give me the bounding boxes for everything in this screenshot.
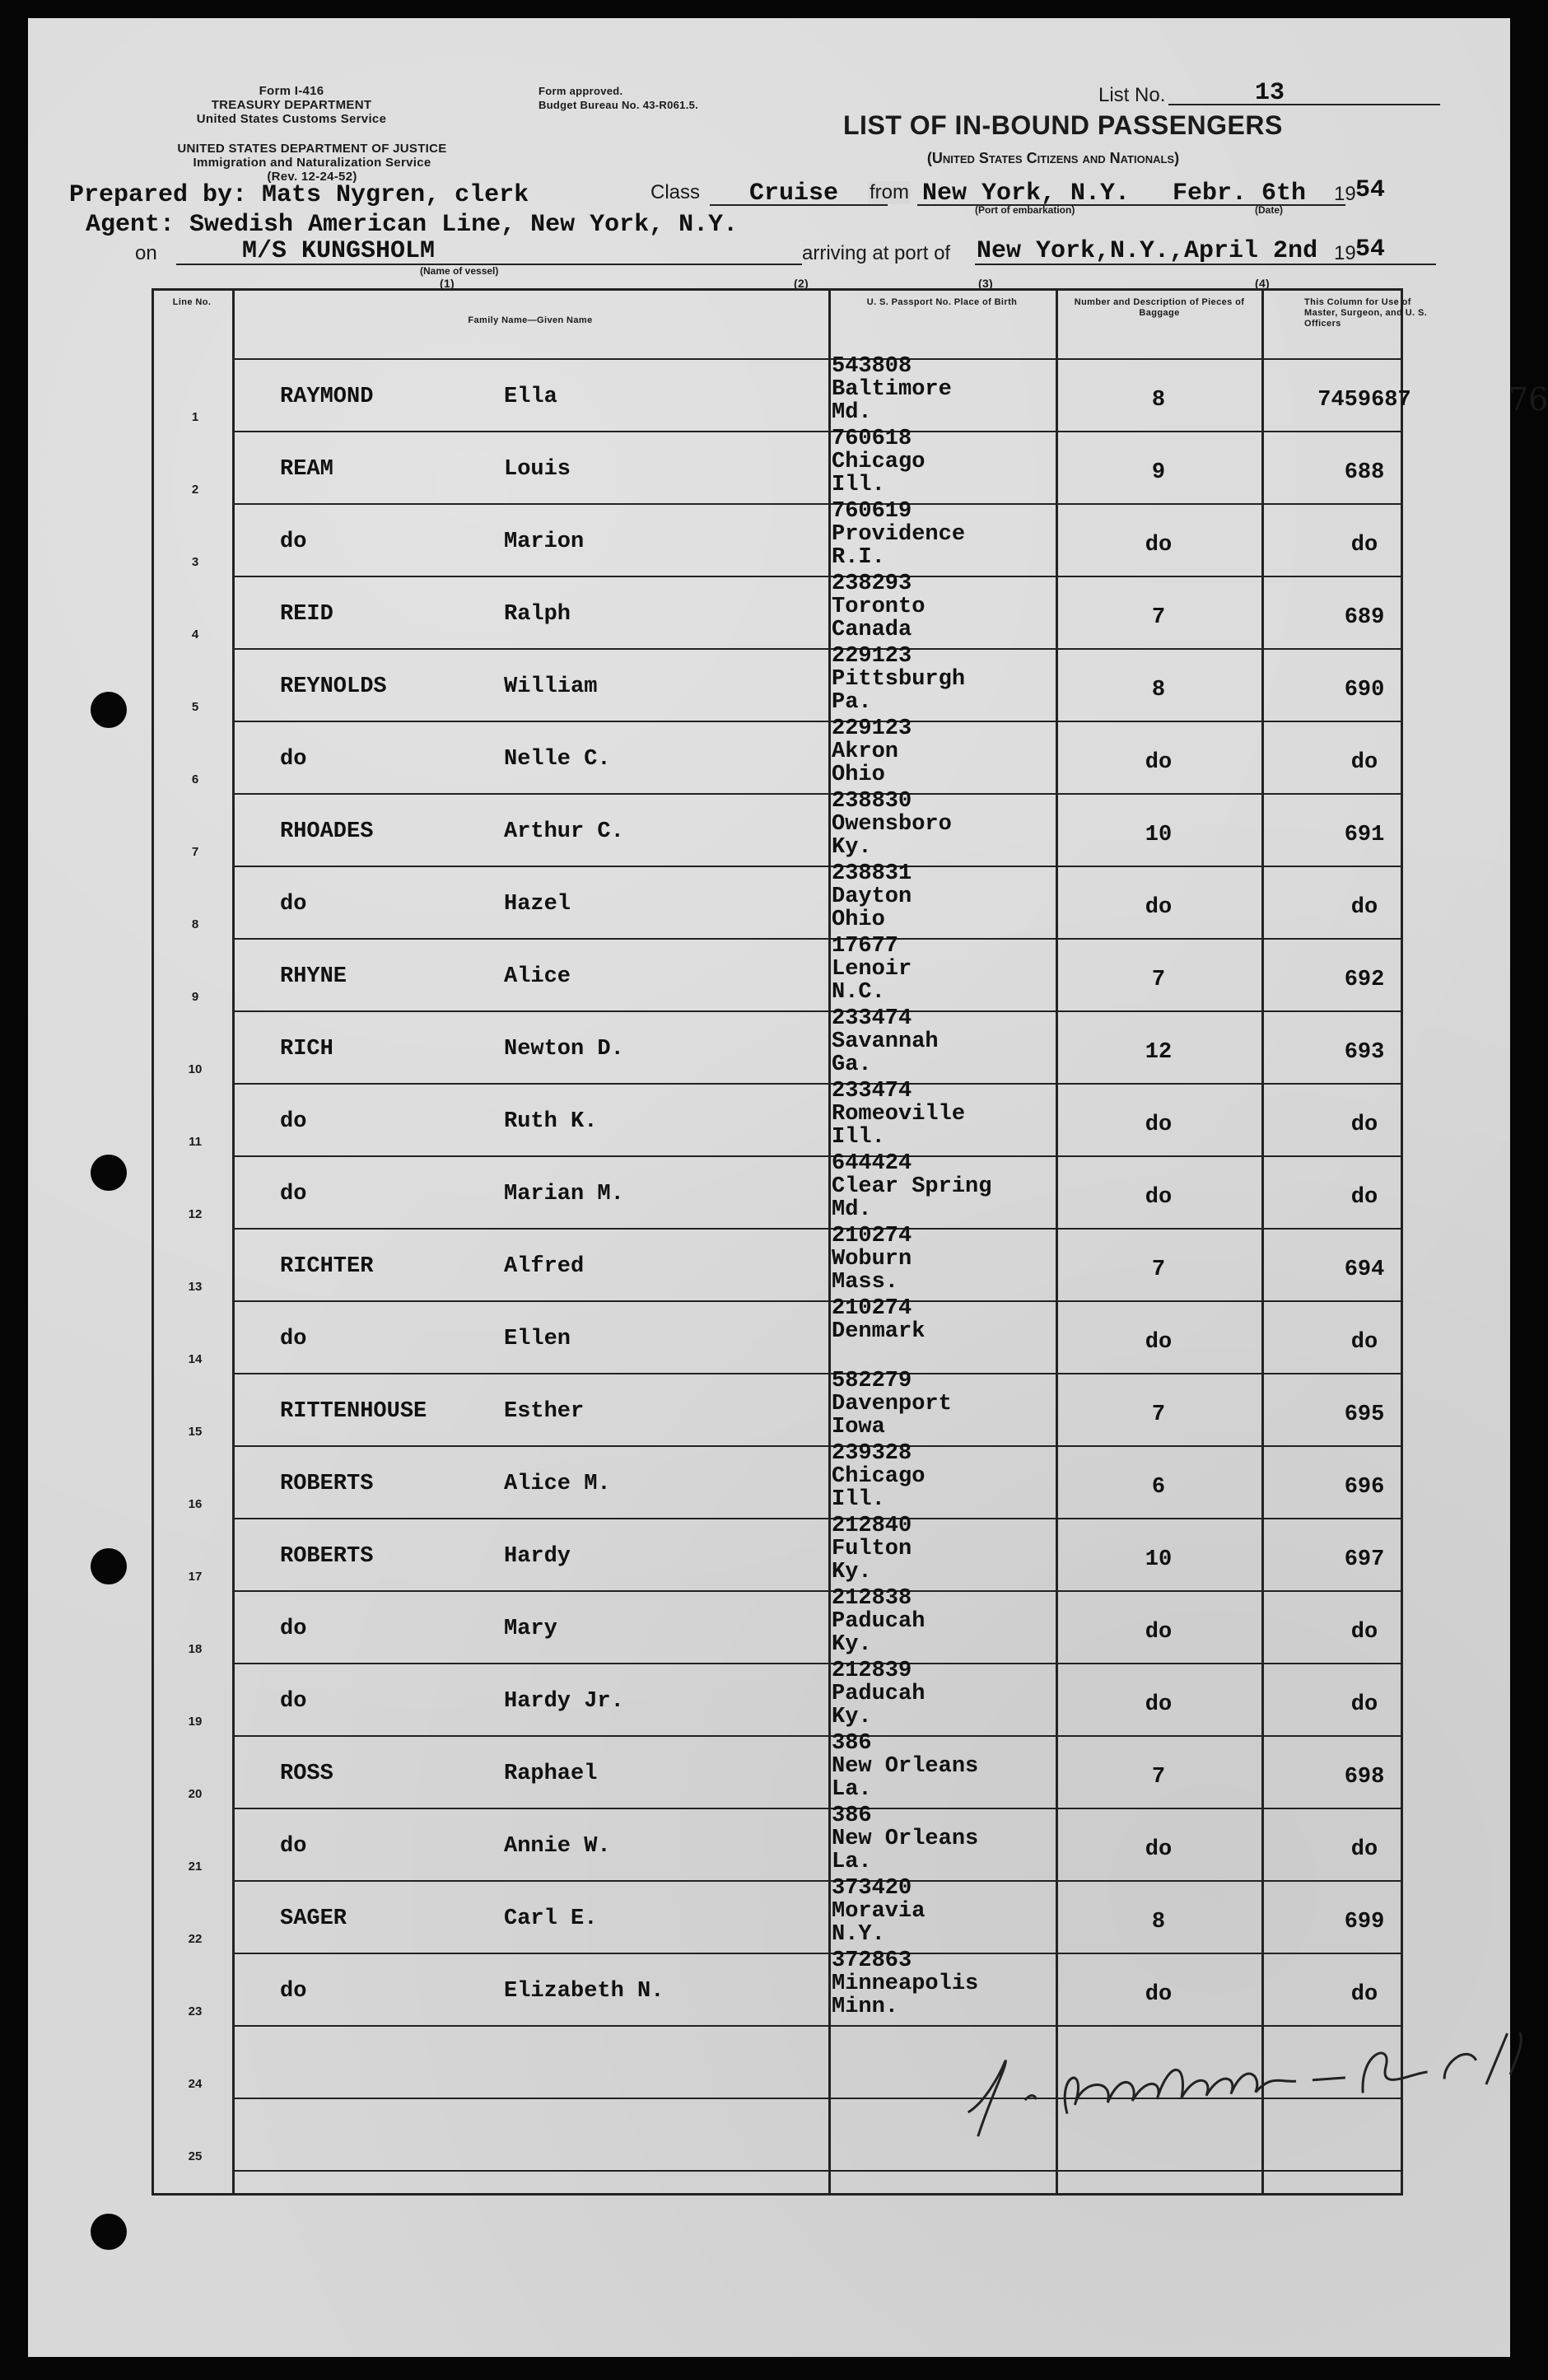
- table-row: [191, 716, 1403, 795]
- given-name: Alfred: [504, 1254, 585, 1279]
- baggage-count: do: [1145, 1113, 1173, 1137]
- family-name: RHOADES: [280, 819, 374, 844]
- list-number: 13: [1255, 79, 1285, 107]
- arrival-year-prefix: 19: [1334, 242, 1356, 264]
- line-number: 16: [188, 1497, 203, 1511]
- passport-number: 233474: [832, 1006, 912, 1031]
- baggage-count: do: [1145, 533, 1173, 558]
- given-name: Hardy Jr.: [504, 1689, 624, 1714]
- table-row: [191, 427, 1403, 505]
- given-name: Arthur C.: [504, 819, 624, 844]
- col-1-number: (1): [440, 277, 455, 290]
- officer-number: 698: [1344, 1765, 1385, 1790]
- line-number: 11: [189, 1135, 202, 1149]
- baggage-count: do: [1145, 1185, 1173, 1210]
- table-row: [191, 789, 1403, 867]
- line-number: 23: [188, 2004, 203, 2018]
- passport-number: 210274: [832, 1224, 912, 1248]
- class-label: Class: [650, 181, 701, 203]
- birth-city: Davenport: [832, 1392, 952, 1416]
- table-row: [188, 1369, 1403, 1447]
- passport-number: 386: [832, 1804, 872, 1828]
- punch-hole: [91, 1155, 127, 1191]
- passport-number: 582279: [832, 1369, 912, 1393]
- baggage-count: 7: [1151, 1258, 1166, 1282]
- officer-number: do: [1350, 1982, 1378, 2007]
- line-number: 4: [191, 628, 199, 642]
- given-name: Ruth K.: [504, 1109, 598, 1134]
- birth-city: New Orleans: [832, 1827, 979, 1851]
- family-name: RAYMOND: [280, 385, 374, 409]
- table-row: [188, 1731, 1403, 1809]
- passport-number: 238293: [832, 572, 912, 596]
- table-row: [188, 1151, 1403, 1230]
- birth-city: Providence: [832, 522, 966, 547]
- arrival-year-suffix: 54: [1355, 236, 1386, 264]
- baggage-count: 6: [1151, 1475, 1166, 1500]
- passport-birthplace: [832, 1732, 1054, 1801]
- year-suffix: 54: [1355, 176, 1386, 204]
- given-name: Ellen: [504, 1327, 571, 1351]
- col-2-number: (2): [794, 277, 809, 290]
- officer-number: 699: [1344, 1910, 1385, 1934]
- birth-city: Owensboro: [832, 812, 952, 837]
- family-name: do: [280, 1109, 307, 1134]
- passport-birthplace: [832, 645, 1054, 714]
- passport-number: 233474: [832, 1079, 912, 1104]
- baggage-count: do: [1145, 1837, 1173, 1862]
- officer-number: 697: [1344, 1547, 1385, 1572]
- officer-number: 691: [1344, 823, 1385, 847]
- baggage-count: 7: [1151, 605, 1166, 630]
- officer-number: 696: [1344, 1475, 1385, 1500]
- baggage-count: 7: [1151, 1402, 1166, 1427]
- list-subtitle: (United States Citizens and Nationals): [926, 150, 1180, 166]
- table-row: [189, 1079, 1403, 1157]
- line-number: 19: [188, 1715, 203, 1729]
- given-name: Marian M.: [504, 1182, 624, 1206]
- birth-city: Dayton: [832, 884, 912, 909]
- col-4-number: (4): [1255, 277, 1271, 290]
- immigration-service: Immigration and Naturalization Service: [193, 156, 431, 170]
- birth-state: Pa.: [832, 690, 872, 715]
- family-name: REAM: [280, 457, 333, 482]
- passport-birthplace: [832, 862, 1054, 931]
- punch-hole: [91, 2214, 127, 2250]
- passport-number: 239328: [832, 1441, 912, 1466]
- passport-number: 372863: [832, 1948, 912, 1973]
- passport-birthplace: [832, 1297, 1054, 1343]
- birth-state: Ky.: [832, 1560, 872, 1584]
- line-number: 21: [188, 1860, 203, 1874]
- given-name: Newton D.: [504, 1037, 624, 1062]
- table-row: [188, 1948, 1403, 2027]
- birth-city: Paducah: [832, 1682, 926, 1706]
- birth-city: Toronto: [832, 595, 926, 619]
- birth-state: Ky.: [832, 835, 872, 860]
- birth-city: Lenoir: [832, 957, 912, 982]
- officer-number: 688: [1344, 460, 1385, 485]
- year-prefix: 19: [1334, 183, 1356, 205]
- birth-state: Ky.: [832, 1632, 872, 1657]
- officer-annotation: 76: [1508, 381, 1548, 418]
- family-name: RICH: [280, 1037, 333, 1062]
- officer-number: 695: [1344, 1402, 1385, 1427]
- family-name: do: [280, 530, 307, 554]
- line-number: 25: [188, 2149, 203, 2163]
- birth-city: Romeoville: [832, 1102, 966, 1127]
- birth-city: Baltimore: [832, 377, 952, 402]
- birth-city: Savannah: [832, 1029, 939, 1054]
- baggage-count: 7: [1151, 1765, 1166, 1790]
- passport-birthplace: [832, 427, 1054, 497]
- passport-birthplace: [832, 1225, 1054, 1294]
- family-name: do: [280, 1617, 307, 1641]
- line-number: 12: [188, 1207, 203, 1221]
- revision-date: (Rev. 12-24-52): [267, 170, 357, 184]
- from-label: from: [870, 181, 909, 203]
- punch-hole: [91, 1548, 127, 1584]
- birth-city: Minneapolis: [832, 1972, 979, 1996]
- agent: Agent: Swedish American Line, New York, N.Y.: [86, 211, 739, 239]
- birth-state: Minn.: [832, 1995, 899, 2019]
- table-row: [188, 1224, 1403, 1302]
- line-number: 1: [191, 410, 199, 424]
- line-number: 3: [191, 555, 199, 569]
- birth-state: N.C.: [832, 980, 885, 1005]
- passport-birthplace: [832, 935, 1054, 1004]
- given-name: Annie W.: [504, 1834, 611, 1859]
- birth-city: Fulton: [832, 1537, 912, 1561]
- passport-birthplace: [832, 500, 1054, 569]
- form-approved: Form approved.: [539, 85, 623, 97]
- given-name: Hardy: [504, 1544, 571, 1569]
- passport-number: 212840: [832, 1514, 912, 1538]
- passport-number: 212839: [832, 1659, 912, 1683]
- baggage-count: do: [1145, 1692, 1173, 1717]
- given-name: Hazel: [504, 892, 571, 917]
- birth-state: N.Y.: [832, 1922, 885, 1947]
- class-value: Cruise: [749, 180, 839, 208]
- officer-number: 692: [1344, 968, 1385, 992]
- family-name: do: [280, 1979, 307, 2004]
- baggage-count: 12: [1145, 1040, 1173, 1065]
- passport-birthplace: [832, 1152, 1054, 1221]
- passport-birthplace: [832, 1587, 1054, 1656]
- table-row: [188, 1659, 1403, 1737]
- table-row: [191, 572, 1403, 650]
- family-name: do: [280, 1182, 307, 1206]
- punch-hole: [91, 692, 127, 728]
- passport-number: 373420: [832, 1876, 912, 1901]
- prepared-by: Prepared by: Mats Nygren, clerk: [69, 181, 529, 209]
- birth-city: New Orleans: [832, 1754, 979, 1779]
- table-row: [191, 354, 1548, 432]
- passport-birthplace: [832, 572, 1054, 642]
- passport-birthplace: [832, 1949, 1054, 2018]
- passport-number: 238831: [832, 861, 912, 886]
- line-number: 24: [188, 2077, 203, 2091]
- birth-city: Woburn: [832, 1247, 912, 1272]
- officer-number: do: [1350, 533, 1378, 558]
- port-caption: (Port of embarkation): [975, 204, 1075, 216]
- family-name: ROBERTS: [280, 1544, 374, 1569]
- baggage-count: do: [1145, 1620, 1173, 1645]
- line-number: 20: [188, 1787, 203, 1801]
- officer-number: do: [1350, 895, 1378, 920]
- birth-state: La.: [832, 1850, 872, 1874]
- passport-number: 760619: [832, 499, 912, 524]
- baggage-count: 8: [1151, 1910, 1166, 1934]
- table-row: [188, 1804, 1403, 1882]
- passport-birthplace: [832, 1659, 1054, 1729]
- baggage-count: do: [1145, 895, 1173, 920]
- line-number: 6: [191, 772, 199, 786]
- baggage-count: 7: [1151, 968, 1166, 992]
- table-row: [191, 861, 1403, 940]
- passport-number: 760618: [832, 427, 912, 451]
- passport-number: 212838: [832, 1586, 912, 1611]
- officer-number: 694: [1344, 1258, 1385, 1282]
- line-number: 2: [191, 483, 199, 497]
- line-number: 13: [188, 1280, 203, 1294]
- birth-state: Ky.: [832, 1705, 872, 1729]
- passport-birthplace: [832, 1080, 1054, 1149]
- family-name: ROSS: [280, 1762, 333, 1786]
- passport-birthplace: [832, 790, 1054, 859]
- passport-number: 644424: [832, 1151, 912, 1176]
- baggage-count: 9: [1151, 460, 1166, 485]
- passport-birthplace: [832, 1877, 1054, 1946]
- birth-state: Mass.: [832, 1270, 899, 1295]
- birth-state: La.: [832, 1777, 872, 1802]
- vessel-caption: (Name of vessel): [420, 265, 499, 277]
- family-name: do: [280, 1327, 307, 1351]
- table-row: [191, 499, 1403, 577]
- birth-city: Akron: [832, 740, 899, 764]
- officer-number: do: [1350, 1330, 1378, 1355]
- birth-state: Md.: [832, 1197, 872, 1222]
- birth-state: R.I.: [832, 545, 885, 570]
- passport-number: 543808: [832, 354, 912, 379]
- given-name: Ralph: [504, 602, 571, 627]
- family-name: REID: [280, 602, 333, 627]
- officer-number: do: [1350, 1185, 1378, 1210]
- birth-city: Moravia: [832, 1899, 926, 1924]
- passport-number: 229123: [832, 644, 912, 669]
- header-line-no: Line No.: [172, 297, 212, 307]
- given-name: William: [504, 674, 598, 699]
- line-number: 8: [191, 917, 199, 931]
- baggage-count: 8: [1151, 678, 1166, 702]
- table-row: [188, 1441, 1403, 1519]
- list-no-label: List No.: [1098, 84, 1166, 106]
- birth-city: Denmark: [832, 1319, 926, 1344]
- birth-state: Canada: [832, 618, 912, 642]
- line-number: 18: [188, 1642, 203, 1656]
- table-row: [188, 1586, 1403, 1664]
- table-row: [188, 1006, 1403, 1085]
- birth-city: Pittsburgh: [832, 667, 966, 692]
- officer-number: do: [1350, 1692, 1378, 1717]
- line-number: 9: [191, 990, 199, 1004]
- passport-birthplace: [832, 1804, 1054, 1874]
- birth-state: Ill.: [832, 1125, 885, 1150]
- baggage-count: do: [1145, 750, 1173, 775]
- form-number: Form I-416: [259, 84, 324, 98]
- given-name: Carl E.: [504, 1906, 598, 1931]
- vessel-name: M/S KUNGSHOLM: [242, 237, 436, 265]
- officer-number: do: [1350, 1620, 1378, 1645]
- given-name: Raphael: [504, 1762, 598, 1786]
- given-name: Mary: [504, 1617, 557, 1641]
- birth-state: Ohio: [832, 763, 885, 787]
- passport-birthplace: [832, 1514, 1054, 1584]
- family-name: ROBERTS: [280, 1472, 374, 1496]
- passport-number: 238830: [832, 789, 912, 814]
- table-row: [191, 934, 1403, 1012]
- table-row: [188, 1296, 1403, 1374]
- passport-number: 229123: [832, 716, 912, 741]
- birth-state: Iowa: [832, 1415, 885, 1440]
- given-name: Louis: [504, 457, 571, 482]
- passport-birthplace: [832, 717, 1054, 786]
- line-number: 14: [188, 1352, 203, 1366]
- officer-number: 7459687: [1317, 388, 1411, 413]
- family-name: RHYNE: [280, 964, 347, 989]
- given-name: Marion: [504, 530, 585, 554]
- given-name: Ella: [504, 385, 557, 409]
- list-title: LIST OF IN-BOUND PASSENGERS: [843, 110, 1283, 140]
- baggage-count: 8: [1151, 388, 1166, 413]
- on-label: on: [135, 242, 157, 264]
- given-name: Esther: [504, 1399, 585, 1424]
- line-number: 17: [188, 1570, 203, 1584]
- col-3-number: (3): [978, 277, 994, 290]
- passenger-table: [152, 288, 1548, 2196]
- birth-state: Ga.: [832, 1052, 872, 1077]
- justice-department: UNITED STATES DEPARTMENT OF JUSTICE: [177, 142, 447, 156]
- passport-number: 210274: [832, 1296, 912, 1321]
- birth-state: Ill.: [832, 1487, 885, 1512]
- birth-city: Clear Spring: [832, 1174, 992, 1199]
- baggage-count: do: [1145, 1982, 1173, 2007]
- birth-city: Chicago: [832, 450, 926, 474]
- passport-number: 17677: [832, 934, 899, 959]
- given-name: Alice: [504, 964, 571, 989]
- arriving-label: arriving at port of: [802, 242, 951, 264]
- family-name: do: [280, 747, 307, 772]
- embarkation-date: Febr. 6th: [1173, 180, 1307, 208]
- birth-state: Ohio: [832, 908, 885, 932]
- header-passport: U. S. Passport No. Place of Birth: [866, 297, 1018, 307]
- officer-number: 693: [1344, 1040, 1385, 1065]
- table-row: [188, 1876, 1403, 1954]
- passport-birthplace: [832, 1007, 1054, 1076]
- line-number: 5: [191, 700, 199, 714]
- officer-number: do: [1350, 750, 1378, 775]
- date-caption: (Date): [1255, 204, 1284, 216]
- given-name: Nelle C.: [504, 747, 611, 772]
- family-name: RICHTER: [280, 1254, 374, 1279]
- baggage-count: do: [1145, 1330, 1173, 1355]
- family-name: do: [280, 1834, 307, 1859]
- header-baggage: Number and Description of Pieces of Baggage: [1074, 297, 1245, 318]
- family-name: RITTENHOUSE: [280, 1399, 427, 1424]
- officer-number: 690: [1344, 678, 1385, 702]
- officer-number: do: [1350, 1113, 1378, 1137]
- birth-state: Md.: [832, 400, 872, 425]
- passport-birthplace: [832, 1370, 1054, 1439]
- line-number: 22: [188, 1932, 203, 1946]
- line-number: 15: [188, 1425, 203, 1439]
- line-number: 7: [191, 845, 199, 859]
- baggage-count: 10: [1145, 823, 1173, 847]
- table-row: [188, 1514, 1403, 1592]
- customs-service: United States Customs Service: [196, 112, 387, 126]
- line-number: 10: [188, 1062, 203, 1076]
- passport-number: 386: [832, 1731, 872, 1756]
- family-name: do: [280, 1689, 307, 1714]
- family-name: SAGER: [280, 1906, 347, 1931]
- officer-number: 689: [1344, 605, 1385, 630]
- family-name: REYNOLDS: [280, 674, 387, 699]
- passport-birthplace: [832, 355, 1054, 424]
- table-row: [191, 644, 1403, 722]
- arrival-port-date: New York,N.Y.,April 2nd: [977, 237, 1318, 265]
- header-name: Family Name—Given Name: [468, 315, 593, 325]
- birth-city: Chicago: [832, 1464, 926, 1489]
- treasury-department: TREASURY DEPARTMENT: [211, 98, 372, 112]
- given-name: Elizabeth N.: [504, 1979, 664, 2004]
- family-name: do: [280, 892, 307, 917]
- baggage-count: 10: [1145, 1547, 1173, 1572]
- given-name: Alice M.: [504, 1472, 611, 1496]
- budget-bureau: Budget Bureau No. 43-R061.5.: [539, 99, 699, 111]
- officer-number: do: [1350, 1837, 1378, 1862]
- passport-birthplace: [832, 1442, 1054, 1511]
- port-of-embarkation: New York, N.Y.: [922, 180, 1131, 208]
- header-officers: This Column for Use of Master, Surgeon, and U. S. Officers: [1304, 297, 1428, 329]
- birth-state: Ill.: [832, 473, 885, 497]
- manifest-page: [28, 18, 1548, 2357]
- birth-city: Paducah: [832, 1609, 926, 1634]
